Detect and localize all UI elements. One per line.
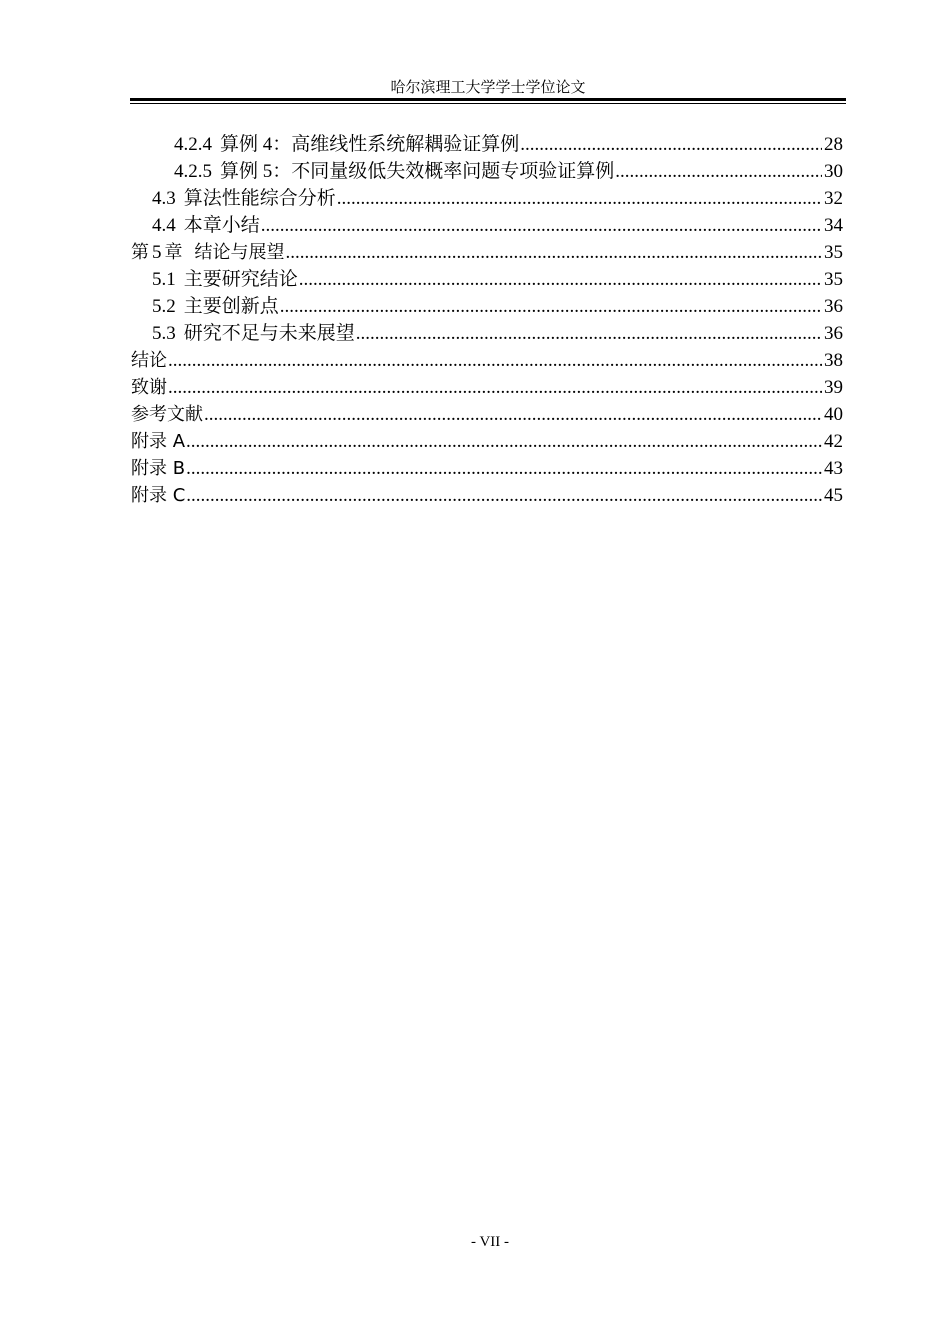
toc-entry-chapter-5[interactable] — [131, 239, 843, 266]
toc-entry-title: 主要创新点 — [183, 296, 279, 317]
toc-entry-references[interactable] — [131, 401, 843, 428]
toc-entry-title: 附录 C — [131, 485, 186, 506]
toc-entry-number: 5.1 — [152, 269, 176, 290]
toc-entry-title: 参考文献 — [131, 404, 203, 425]
toc-chapter-suffix: 章 — [164, 242, 183, 263]
toc-chapter-number: 5 — [152, 242, 162, 263]
toc-entry-title: 算法性能综合分析 — [183, 188, 336, 209]
toc-entry-5-1[interactable] — [131, 266, 843, 293]
toc-entry-page: 30 — [824, 161, 843, 182]
toc-entry-page: 39 — [824, 377, 843, 398]
toc-entry-title: 结论 — [131, 350, 167, 371]
toc-entry-title: 附录 A — [131, 431, 186, 452]
toc-dot-leader — [261, 212, 822, 239]
toc-entry-page: 36 — [824, 323, 843, 344]
toc-entry-page: 45 — [824, 485, 843, 506]
toc-dot-leader — [186, 428, 822, 455]
toc-entry-number: 4.3 — [152, 188, 176, 209]
toc-entry-number: 4.2.4 — [174, 134, 212, 155]
toc-entry-page: 32 — [824, 188, 843, 209]
toc-entry-page: 34 — [824, 215, 843, 236]
toc-entry-title: 致谢 — [131, 377, 167, 398]
toc-dot-leader — [186, 482, 822, 509]
page-footer-number: - VII - — [470, 1234, 510, 1250]
toc-entry-title: 研究不足与未来展望 — [183, 323, 355, 344]
toc-dot-leader — [168, 374, 822, 401]
toc-dot-leader — [356, 320, 822, 347]
toc-dot-leader — [337, 185, 822, 212]
toc-dot-leader — [280, 293, 822, 320]
toc-entry-title: 主要研究结论 — [183, 269, 298, 290]
toc-dot-leader — [168, 347, 822, 374]
toc-entry-number: 4.4 — [152, 215, 176, 236]
toc-entry-page: 43 — [824, 458, 843, 479]
toc-entry-number: 4.2.5 — [174, 161, 212, 182]
toc-entry-title: 本章小结 — [183, 215, 260, 236]
toc-entry-page: 36 — [824, 296, 843, 317]
toc-entry-appendix-c[interactable] — [131, 482, 843, 509]
toc-entry-page: 40 — [824, 404, 843, 425]
toc-entry-acknowledgements[interactable] — [131, 374, 843, 401]
toc-entry-page: 35 — [824, 269, 843, 290]
page-header-title: 哈尔滨理工大学学士学位论文 — [390, 80, 586, 96]
toc-entry-5-3[interactable] — [131, 320, 843, 347]
toc-entry-title: 算例 5：不同量级低失效概率问题专项验证算例 — [220, 161, 615, 182]
toc-entry-number: 5.2 — [152, 296, 176, 317]
toc-entry-5-2[interactable] — [131, 293, 843, 320]
toc-entry-appendix-b[interactable] — [131, 455, 843, 482]
toc-entry-number: 5.3 — [152, 323, 176, 344]
toc-entry-4-2-5[interactable] — [131, 158, 843, 185]
toc-entry-page: 28 — [824, 134, 843, 155]
toc-dot-leader — [204, 401, 822, 428]
toc-entry-title: 附录 B — [131, 458, 186, 479]
toc-entry-conclusion[interactable] — [131, 347, 843, 374]
toc-entry-title: 算例 4：高维线性系统解耦验证算例 — [220, 134, 520, 155]
header-rule-thin — [130, 103, 846, 104]
toc-entry-appendix-a[interactable] — [131, 428, 843, 455]
toc-chapter-prefix: 第 — [131, 242, 149, 263]
toc-entry-page: 38 — [824, 350, 843, 371]
toc-dot-leader — [299, 266, 822, 293]
toc-entry-4-3[interactable] — [131, 185, 843, 212]
toc-entry-4-4[interactable] — [131, 212, 843, 239]
toc-dot-leader — [615, 158, 822, 185]
toc-entry-4-2-4[interactable] — [131, 131, 843, 158]
toc-dot-leader — [186, 455, 822, 482]
toc-entry-title: 结论与展望 — [194, 242, 285, 263]
table-of-contents — [131, 131, 843, 509]
toc-entry-page: 35 — [824, 242, 843, 263]
toc-dot-leader — [520, 131, 822, 158]
header-rule-thick — [130, 98, 846, 101]
toc-dot-leader — [286, 239, 823, 266]
toc-entry-page: 42 — [824, 431, 843, 452]
